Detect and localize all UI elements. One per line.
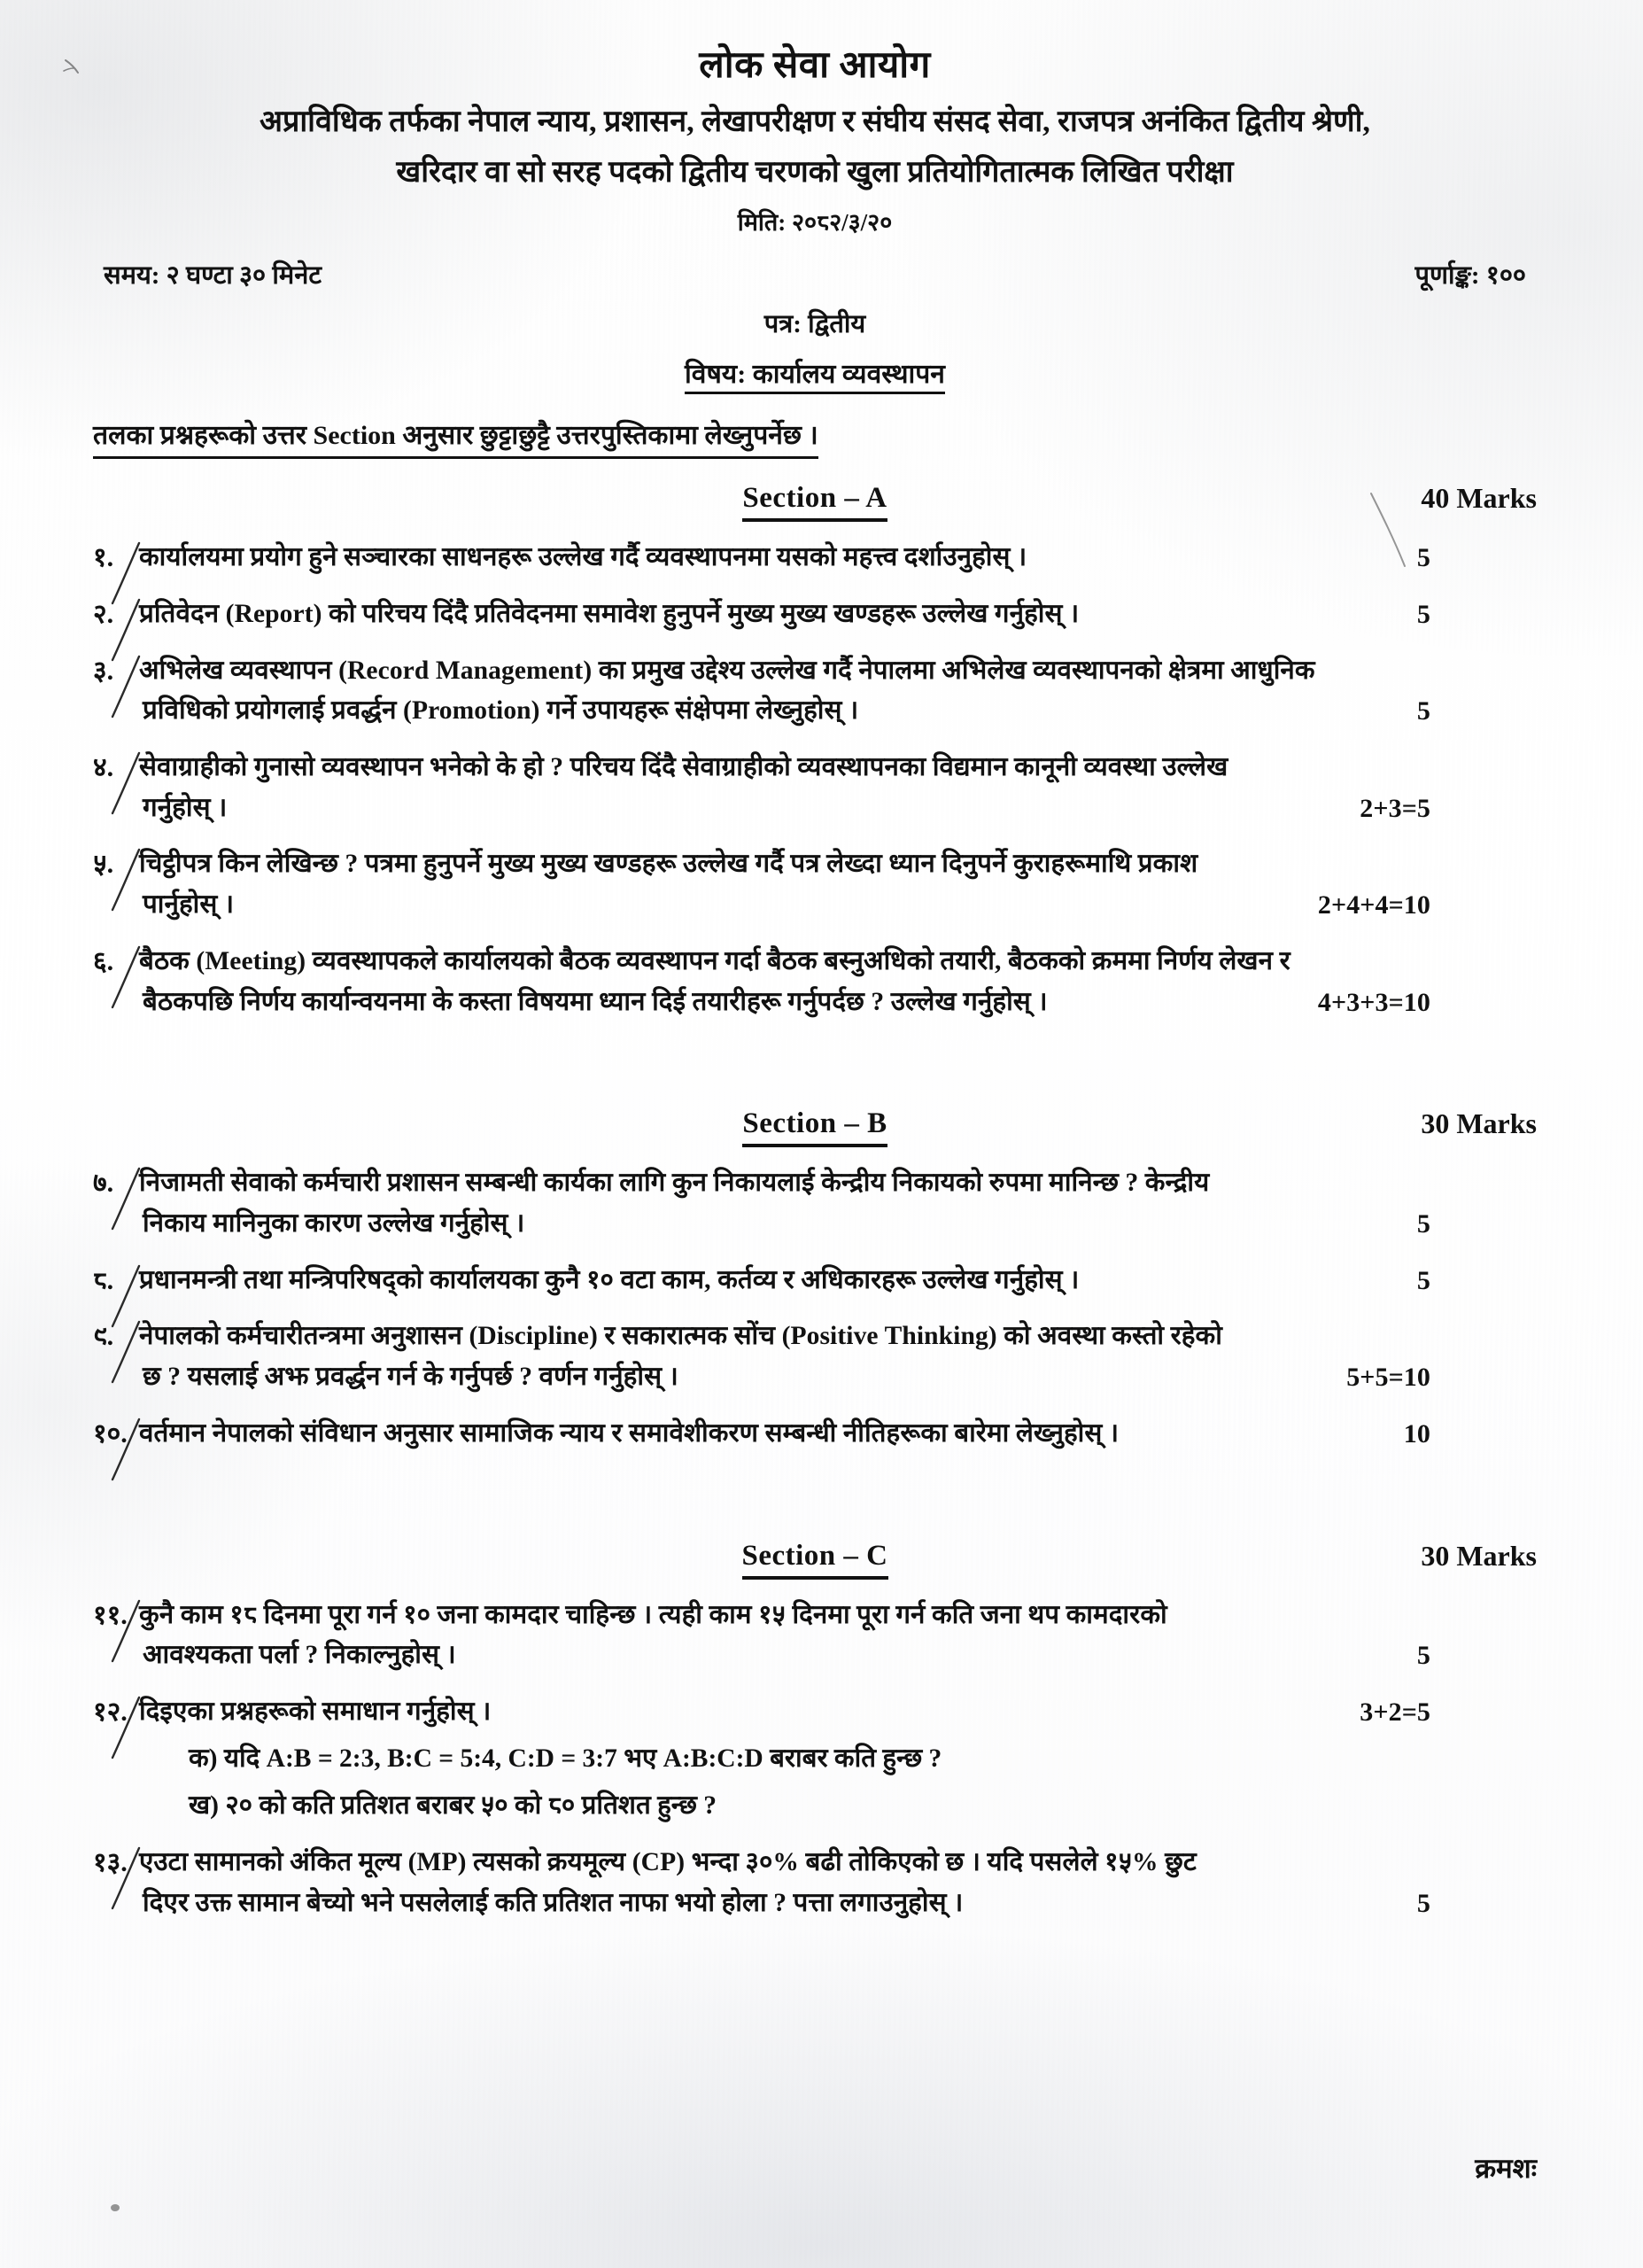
section-marks: 30 Marks <box>1421 1107 1537 1140</box>
question-marks: 2+4+4=10 <box>1317 890 1430 920</box>
question-text-line: कार्यालयमा प्रयोग हुने सञ्चारका साधनहरू उल्लेख गर्दै व्यवस्थापनमा यसको महत्त्व दर्शाउनुहोस् । 5 <box>139 538 1430 579</box>
stray-pen-mark-bottom-left <box>106 2197 133 2228</box>
exam-meta-row <box>93 257 1537 291</box>
sections-container <box>93 482 1537 1923</box>
question-body <box>139 748 1537 828</box>
question-text-line: आवश्यकता पर्ला ? निकाल्नुहोस् । 5 <box>143 1635 1430 1676</box>
question-number: ४. <box>93 752 114 782</box>
question-marks: 2+3=5 <box>1360 793 1430 823</box>
section-header <box>93 1107 1537 1147</box>
instruction-wrapper <box>93 391 1537 459</box>
question-text-line: बैठकपछि निर्णय कार्यान्वयनमा के कस्ता विषयमा ध्यान दिई तयारीहरू गर्नुपर्दछ ? उल्लेख गर्नुहोस् । 4+3+3=10 <box>143 983 1430 1023</box>
question-text-line: कुनै काम १८ दिनमा पूरा गर्न १० जना कामदार चाहिन्छ । त्यही काम १५ दिनमा पूरा गर्न कति जना थप कामदारको <box>139 1600 1167 1629</box>
question-text-line: प्रतिवेदन (Report) को परिचय दिंदै प्रतिवेदनमा समावेश हुनुपर्ने मुख्य मुख्य खण्डहरू उल्लेख गर्नुहोस् । 5 <box>139 594 1430 635</box>
question-body <box>139 594 1537 635</box>
question-body <box>139 651 1537 732</box>
exam-full-marks: पूर्णाङ्क: १०० <box>1414 261 1526 291</box>
question-text-line: अभिलेख व्यवस्थापन (Record Management) का प्रमुख उद्देश्य उल्लेख गर्दै नेपालमा अभिलेख व्यवस्थापनको क्षेत्रमा आधुनिक <box>139 656 1315 685</box>
question-text-line: प्रविधिको प्रयोगलाई प्रवर्द्धन (Promotion) गर्ने उपायहरू संक्षेपमा लेख्नुहोस् । 5 <box>143 691 1430 732</box>
question-marks: 3+2=5 <box>1360 1697 1430 1728</box>
exam-date: मिति: २०८२/३/२० <box>737 209 893 237</box>
question-item <box>93 538 1537 579</box>
section-header <box>93 482 1537 522</box>
question-number: ५. <box>93 850 114 880</box>
question-body <box>139 844 1537 925</box>
question-body <box>139 1261 1537 1301</box>
question-text-line: पार्नुहोस् । 2+4+4=10 <box>143 885 1430 926</box>
question-marks: 4+3+3=10 <box>1317 987 1430 1017</box>
question-subpart: क) यदि A:B = 2:3, B:C = 5:4, C:D = 3:7 भए A:B:C:D बराबर कति हुन्छ ? <box>189 1744 942 1773</box>
question-item <box>93 1261 1537 1301</box>
question-body <box>139 942 1537 1022</box>
question-text-line: सेवाग्राहीको गुनासो व्यवस्थापन भनेको के हो ? परिचय दिंदै सेवाग्राहीको व्यवस्थापनका विद्यमान कानूनी व्यवस्था उल्लेख <box>139 752 1228 781</box>
question-marks: 5 <box>1416 599 1430 629</box>
question-number: ६. <box>93 946 114 976</box>
question-item <box>93 651 1537 732</box>
paper-label: पत्र: द्वितीय <box>763 310 866 339</box>
subject-label <box>93 354 1537 391</box>
question-number: १२. <box>93 1697 128 1728</box>
question-text-line: गर्नुहोस् । 2+3=5 <box>143 788 1430 829</box>
question-text-line: चिट्ठीपत्र किन लेखिन्छ ? पत्रमा हुनुपर्ने मुख्य मुख्य खण्डहरू उल्लेख गर्दै पत्र लेख्दा ध्यान दिनुपर्ने कुराहरूमाथि प्रकाश <box>139 850 1198 879</box>
question-item <box>93 1414 1537 1455</box>
answer-instruction: तलका प्रश्नहरूको उत्तर Section अनुसार छुट्टाछुट्टै उत्तरपुस्तिकामा लेख्नुपर्नेछ । <box>93 417 818 459</box>
exam-post-line: खरिदार वा सो सरह पदको द्वितीय चरणको खुला प्रतियोगितात्मक लिखित परीक्षा <box>396 155 1234 189</box>
question-subpart: ख) २० को कति प्रतिशत बराबर ५० को ८० प्रतिशत हुन्छ ? <box>189 1790 717 1820</box>
question-item <box>93 942 1537 1022</box>
question-text-line: छ ? यसलाई अझ प्रवर्द्धन गर्न के गर्नुपर्छ ? वर्णन गर्नुहोस् । 5+5=10 <box>143 1357 1430 1398</box>
question-body <box>139 1692 1537 1827</box>
section-title: Section – A <box>742 482 887 522</box>
continued-note: क्रमशः <box>1475 2153 1537 2184</box>
question-text-line: वर्तमान नेपालको संविधान अनुसार सामाजिक न्याय र समावेशीकरण सम्बन्धी नीतिहरूका बारेमा लेख्नुहोस् । 10 <box>139 1414 1430 1455</box>
question-text-line: नेपालको कर्मचारीतन्त्रमा अनुशासन (Discipline) र सकारात्मक सोंच (Positive Thinking) को अवस्था कस्तो रहेको <box>139 1322 1222 1351</box>
question-item <box>93 1692 1537 1827</box>
question-marks: 10 <box>1403 1418 1430 1449</box>
section-title: Section – C <box>742 1540 888 1580</box>
question-text-line: निकाय मानिनुका कारण उल्लेख गर्नुहोस् । 5 <box>143 1204 1430 1245</box>
question-body <box>139 1843 1537 1923</box>
question-item <box>93 748 1537 828</box>
question-marks: 5+5=10 <box>1346 1363 1430 1393</box>
question-number: ११. <box>93 1600 128 1630</box>
question-number: ९. <box>93 1322 114 1352</box>
section-marks: 40 Marks <box>1421 482 1537 515</box>
question-number: ३. <box>93 656 114 686</box>
question-number: १०. <box>93 1418 128 1449</box>
question-body <box>139 1163 1537 1244</box>
question-text-line: बैठक (Meeting) व्यवस्थापकले कार्यालयको बैठक व्यवस्थापन गर्दा बैठक बस्नुअधिको तयारी, बैठकको क्रममा निर्णय लेखन र <box>139 946 1290 975</box>
question-text-line: एउटा सामानको अंकित मूल्य (MP) त्यसको क्रयमूल्य (CP) भन्दा ३०% बढी तोकिएको छ । यदि पसलेले १५% छुट <box>139 1848 1197 1877</box>
subject-label-text: विषय: कार्यालय व्यवस्थापन <box>685 360 945 394</box>
question-item <box>93 1843 1537 1923</box>
question-text-line: निजामती सेवाको कर्मचारी प्रशासन सम्बन्धी कार्यका लागि कुन निकायलाई केन्द्रीय निकायको रुपमा मानिन्छ ? केन्द्रीय <box>139 1169 1210 1198</box>
exam-time: समय: २ घण्टा ३० मिनेट <box>104 261 322 291</box>
question-body <box>139 1317 1537 1397</box>
question-item <box>93 844 1537 925</box>
question-number: ७. <box>93 1169 114 1199</box>
section-title: Section – B <box>742 1107 887 1147</box>
section-marks: 30 Marks <box>1421 1539 1537 1572</box>
question-text-line: दिइएका प्रश्नहरूको समाधान गर्नुहोस् । 3+2=5 <box>139 1692 1430 1733</box>
organization-title: लोक सेवा आयोग <box>699 45 931 86</box>
question-body <box>139 538 1537 579</box>
question-body <box>139 1596 1537 1676</box>
question-item <box>93 594 1537 635</box>
question-text-line: प्रधानमन्त्री तथा मन्त्रिपरिषद्को कार्यालयका कुनै १० वटा काम, कर्तव्य र अधिकारहरू उल्लेख गर्नुहोस् । 5 <box>139 1261 1430 1301</box>
question-marks: 5 <box>1416 1641 1430 1671</box>
question-marks: 5 <box>1416 1888 1430 1918</box>
section-header <box>93 1540 1537 1580</box>
question-item <box>93 1163 1537 1244</box>
question-text-line: दिएर उक्त सामान बेच्यो भने पसलेलाई कति प्रतिशत नाफा भयो होला ? पत्ता लगाउनुहोस् । 5 <box>143 1884 1430 1924</box>
question-number: २. <box>93 599 114 629</box>
question-number: १. <box>93 543 114 573</box>
question-item <box>93 1596 1537 1676</box>
question-number: ८. <box>93 1265 114 1295</box>
question-item <box>93 1317 1537 1397</box>
question-marks: 5 <box>1416 543 1430 573</box>
question-marks: 5 <box>1416 1209 1430 1239</box>
exam-service-line: अप्राविधिक तर्फका नेपाल न्याय, प्रशासन, लेखापरीक्षण र संघीय संसद सेवा, राजपत्र अनंकित द्वितीय श्रेणी, <box>260 105 1370 138</box>
question-body <box>139 1414 1537 1455</box>
question-marks: 5 <box>1416 1265 1430 1295</box>
question-number: १३. <box>93 1848 128 1878</box>
question-marks: 5 <box>1416 696 1430 726</box>
